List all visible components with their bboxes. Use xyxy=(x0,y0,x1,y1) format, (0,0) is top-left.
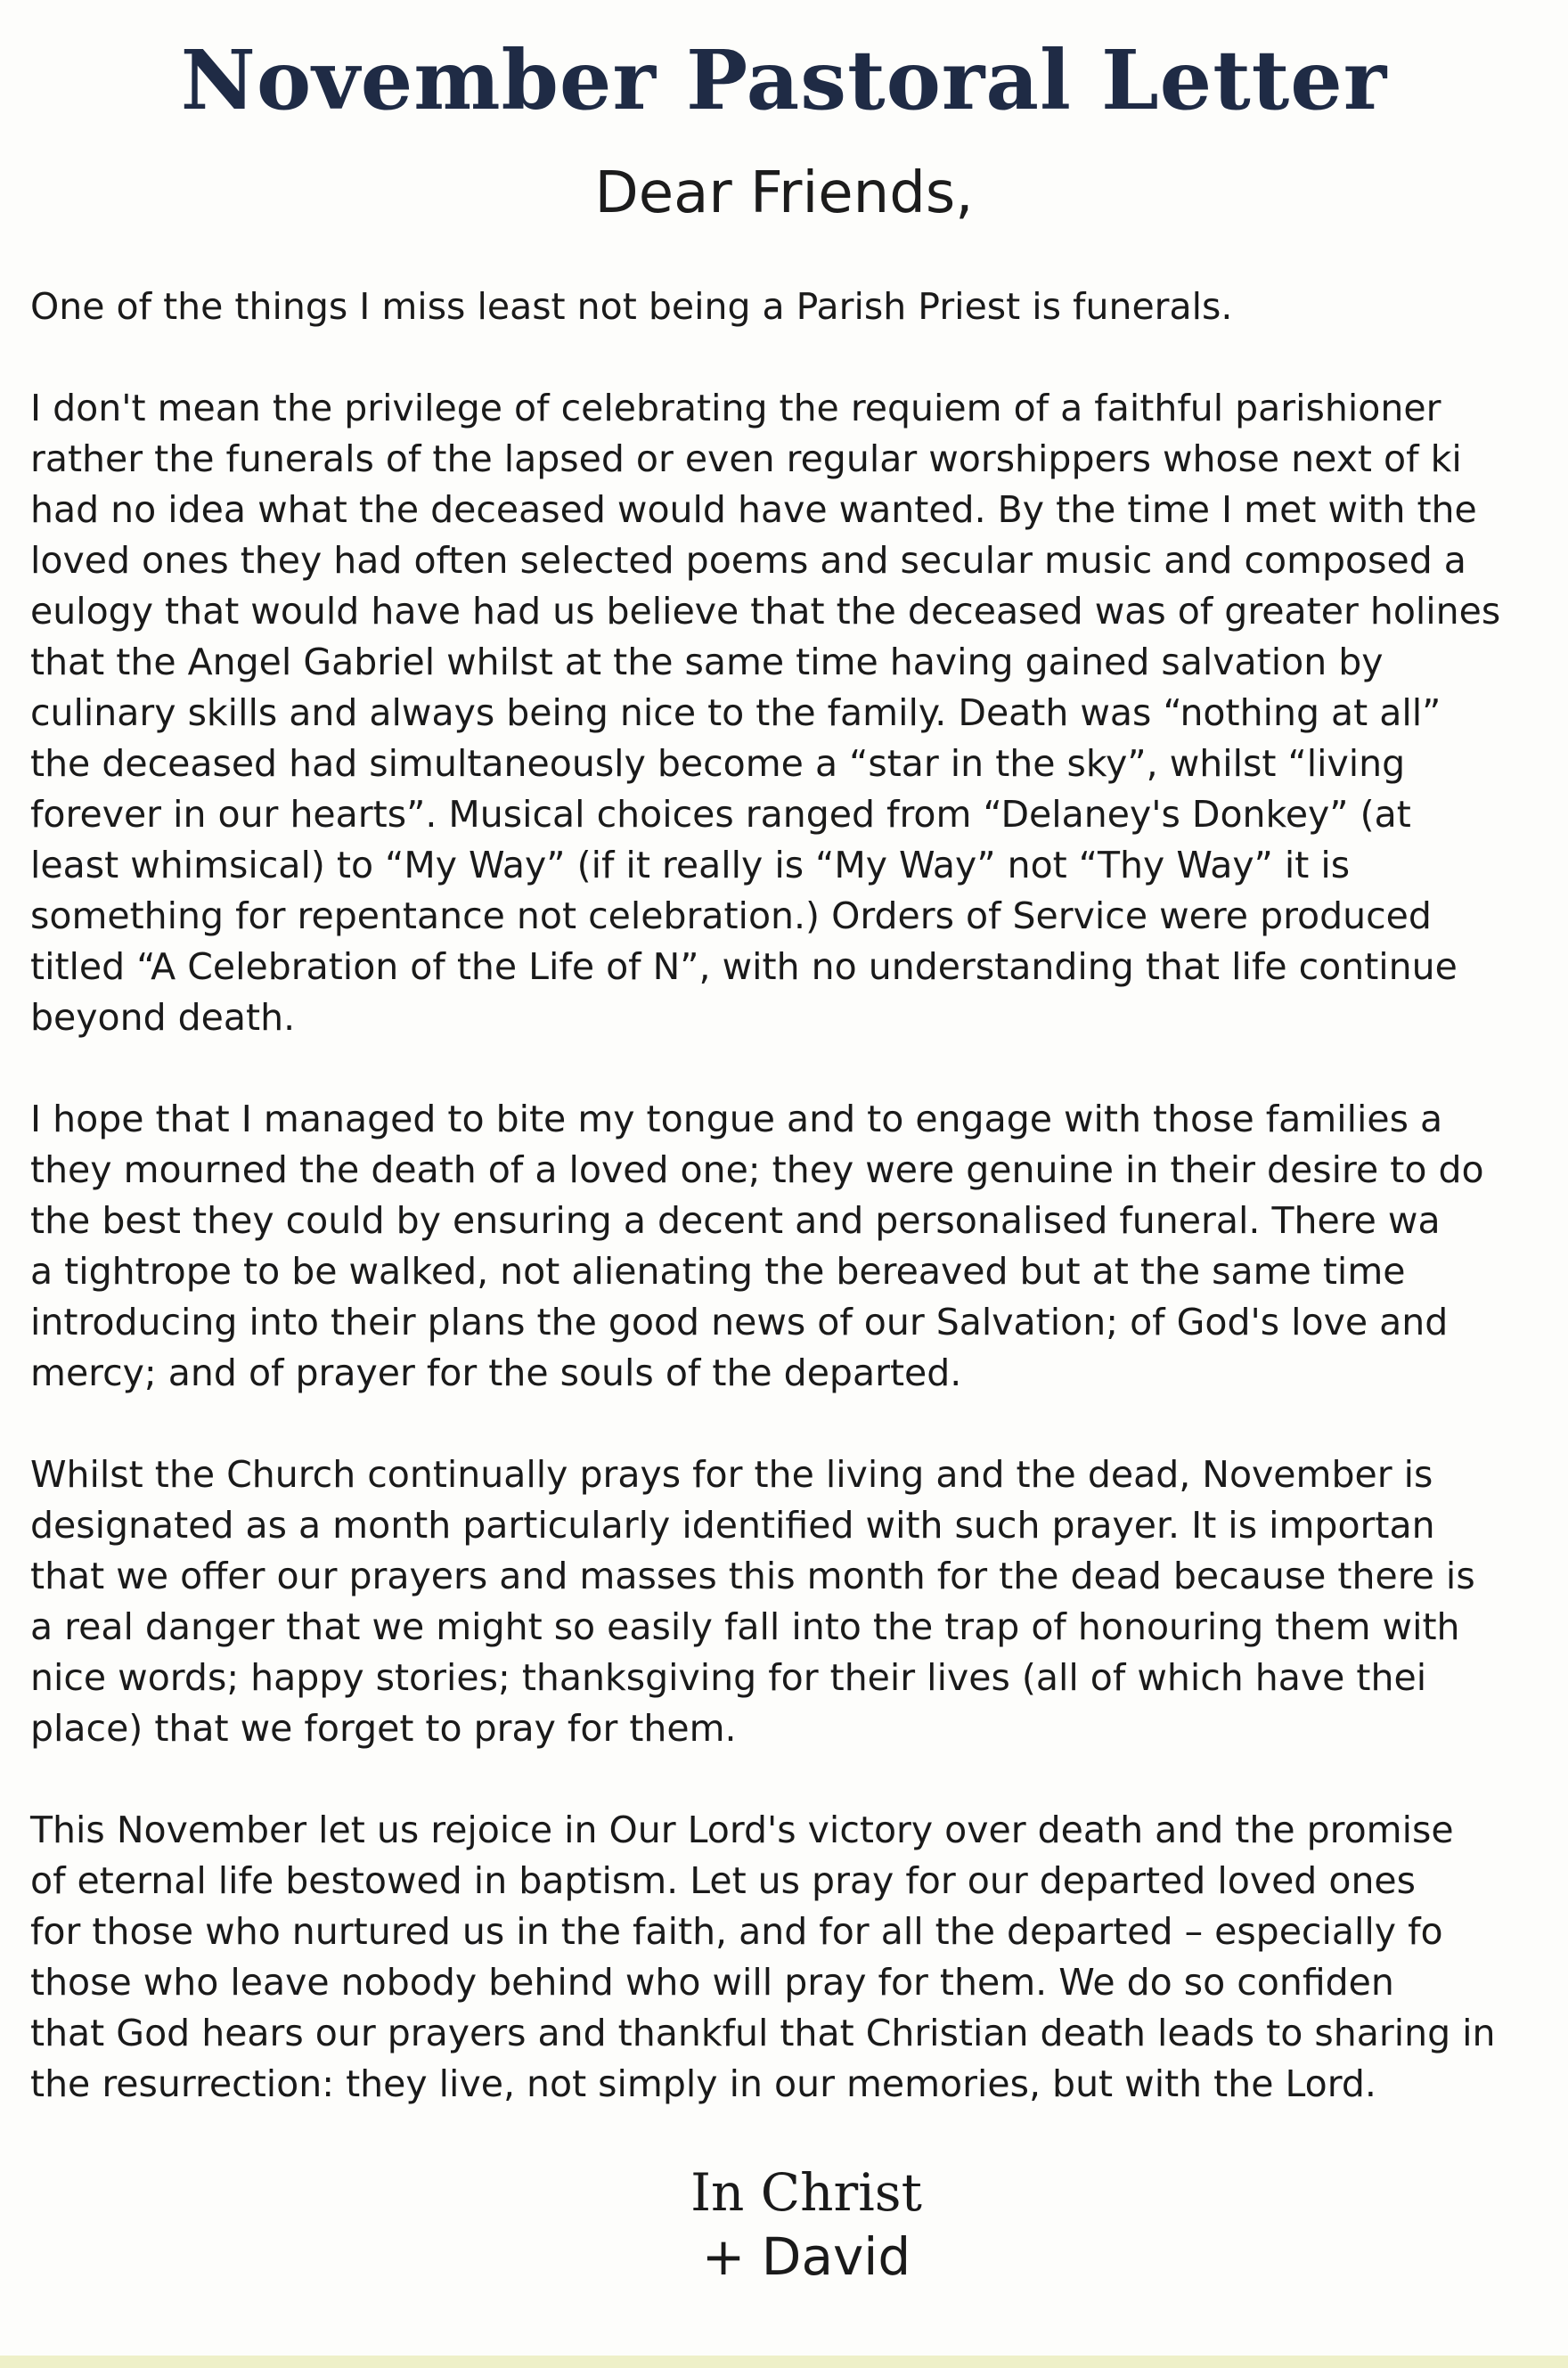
paragraph-2 xyxy=(30,383,1568,1043)
text-line: for those who nurtured us in the faith, and for all the departed – especially fo xyxy=(30,1910,1443,1953)
text-line: a real danger that we might so easily fall into the trap of honouring them with xyxy=(30,1605,1460,1648)
text-line: forever in our hearts”. Musical choices ranged from “Delaney's Donkey” (at xyxy=(30,793,1411,836)
text-line: that we offer our prayers and masses this month for the dead because there is xyxy=(30,1555,1475,1597)
text-line: the best they could by ensuring a decent and personalised funeral. There wa xyxy=(30,1199,1441,1242)
text-line: had no idea what the deceased would have wanted. By the time I met with the xyxy=(30,488,1477,531)
text-line: that God hears our prayers and thankful that Christian death leads to sharing in xyxy=(30,2012,1496,2054)
text-line: something for repentance not celebration.) Orders of Service were produced xyxy=(30,894,1432,937)
text-line: This November let us rejoice in Our Lord's victory over death and the promise xyxy=(30,1809,1454,1851)
text-line: mercy; and of prayer for the souls of the departed. xyxy=(30,1351,962,1394)
paragraph-5 xyxy=(30,1805,1568,2110)
text-line: that the Angel Gabriel whilst at the same time having gained salvation by xyxy=(30,641,1384,683)
text-line: nice words; happy stories; thanksgiving for their lives (all of which have thei xyxy=(30,1656,1427,1699)
letter-title: November Pastoral Letter xyxy=(180,32,1388,128)
text-line: culinary skills and always being nice to the family. Death was “nothing at all” xyxy=(30,691,1441,734)
text-line: titled “A Celebration of the Life of N”, with no understanding that life continue xyxy=(30,945,1458,988)
text-line: loved ones they had often selected poems and secular music and composed a xyxy=(30,539,1466,582)
text-line: they mourned the death of a loved one; they were genuine in their desire to do xyxy=(30,1148,1484,1191)
text-line: I don't mean the privilege of celebrating the requiem of a faithful parishioner xyxy=(30,387,1441,429)
scan-bottom-edge xyxy=(0,2356,1568,2368)
paragraph-1 xyxy=(30,282,1568,332)
salutation: Dear Friends, xyxy=(594,160,974,226)
text-line: Whilst the Church continually prays for the living and the dead, November is xyxy=(30,1453,1433,1496)
signature: + David xyxy=(701,2226,911,2287)
text-line: designated as a month particularly identified with such prayer. It is importan xyxy=(30,1504,1435,1547)
text-line: rather the funerals of the lapsed or even regular worshippers whose next of ki xyxy=(30,437,1462,480)
text-line: eulogy that would have had us believe that the deceased was of greater holines xyxy=(30,590,1501,633)
text-line: One of the things I miss least not being a Parish Priest is funerals. xyxy=(30,285,1233,328)
text-line: I hope that I managed to bite my tongue and to engage with those families a xyxy=(30,1098,1443,1140)
text-line: the deceased had simultaneously become a “star in the sky”, whilst “living xyxy=(30,742,1406,785)
text-line: those who leave nobody behind who will pray for them. We do so confiden xyxy=(30,1961,1394,2004)
text-line: of eternal life bestowed in baptism. Let us pray for our departed loved ones xyxy=(30,1859,1417,1902)
paragraph-4 xyxy=(30,1449,1568,1754)
text-line: the resurrection: they live, not simply in our memories, but with the Lord. xyxy=(30,2062,1376,2105)
text-line: beyond death. xyxy=(30,996,296,1039)
text-line: least whimsical) to “My Way” (if it really is “My Way” not “Thy Way” it is xyxy=(30,844,1351,886)
closing-phrase: In Christ xyxy=(690,2162,922,2223)
text-line: a tightrope to be walked, not alienating the bereaved but at the same time xyxy=(30,1250,1406,1293)
paragraph-3 xyxy=(30,1094,1568,1399)
letter-body xyxy=(30,282,1568,2160)
text-line: place) that we forget to pray for them. xyxy=(30,1707,737,1750)
text-line: introducing into their plans the good news of our Salvation; of God's love and xyxy=(30,1301,1449,1343)
